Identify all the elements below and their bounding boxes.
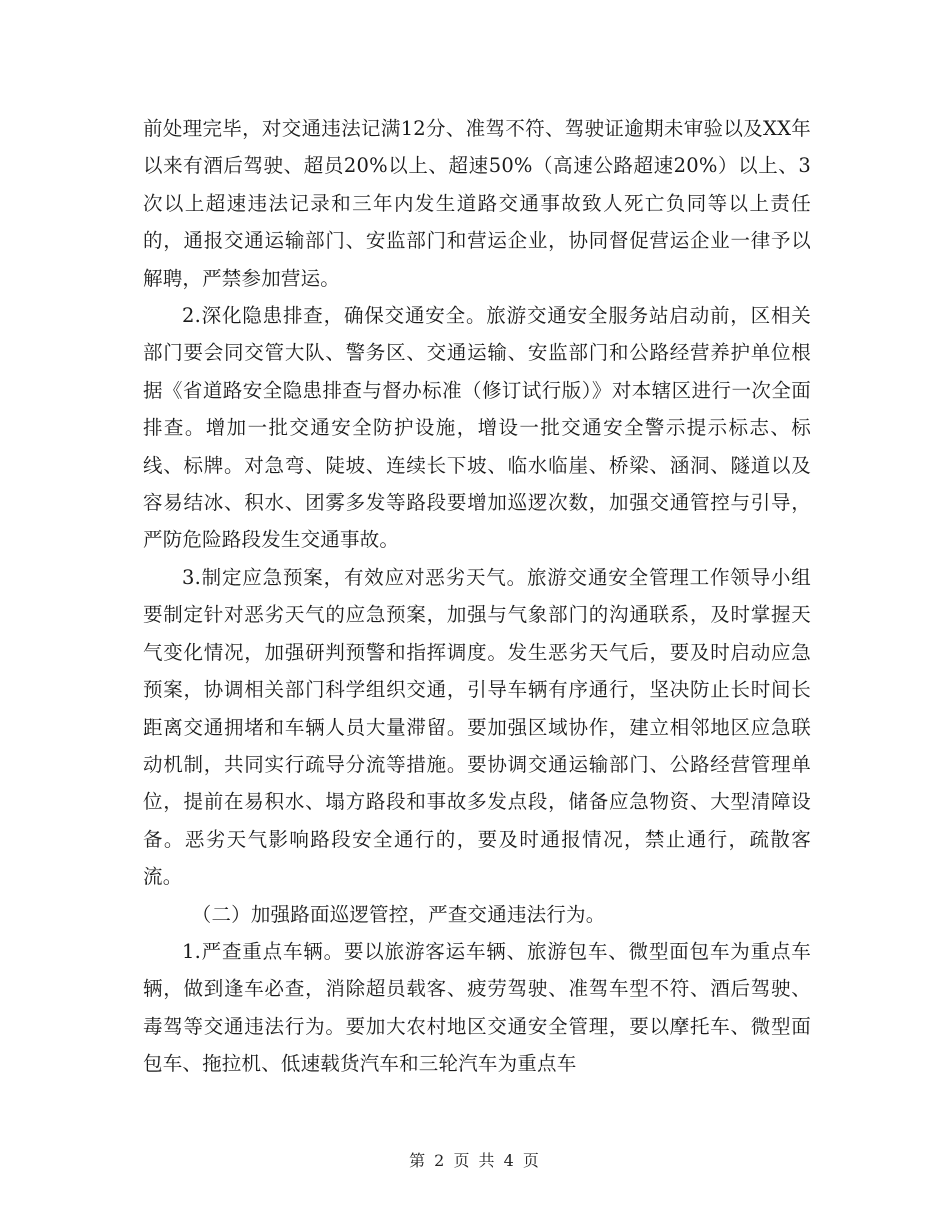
section-heading-2: （二）加强路面巡逻管控，严查交通违法行为。	[191, 902, 606, 926]
paragraph-continuation: 前处理完毕，对交通违法记满12分、准驾不符、驾驶证逾期未审验以及XX年以来有酒后驾驶、超员20%以上、超速50%（高速公路超速20%）以上、3次以上超速违法记录和三年内发生道路交通事故致人死亡负同等以上责任的，通报交通运输部门、安监部门和营运企业，协同督促营运企业一律予以解聘，严禁参加营运。	[143, 117, 811, 290]
paragraph-sub-1: 1.严查重点车辆。要以旅游客运车辆、旅游包车、微型面包车为重点车辆，做到逢车必查，消除超员载客、疲劳驾驶、准驾车型不符、酒后驾驶、毒驾等交通违法行为。要加大农村地区交通安全管理，要以摩托车、微型面包车、拖拉机、低速载货汽车和三轮汽车为重点车	[143, 939, 811, 1076]
document-body	[143, 110, 811, 1083]
paragraph-item-2: 2.深化隐患排查，确保交通安全。旅游交通安全服务站启动前，区相关部门要会同交管大队、警务区、交通运输、安监部门和公路经营养护单位根据《省道路安全隐患排查与督办标准（修订试行版）》对本辖区进行一次全面排查。增加一批交通安全防护设施，增设一批交通安全警示提示标志、标线、标牌。对急弯、陡坡、连续长下坡、临水临崖、桥梁、涵洞、隧道以及容易结冰、积水、团雾多发等路段要增加巡逻次数，加强交通管控与引导，严防危险路段发生交通事故。	[143, 304, 811, 552]
page-footer: 第 2 页 共 4 页	[409, 1151, 541, 1170]
paragraph-item-3: 3.制定应急预案，有效应对恶劣天气。旅游交通安全管理工作领导小组要制定针对恶劣天气的应急预案，加强与气象部门的沟通联系，及时掌握天气变化情况，加强研判预警和指挥调度。发生恶劣天气后，要及时启动应急预案，协调相关部门科学组织交通，引导车辆有序通行，坚决防止长时间长距离交通拥堵和车辆人员大量滞留。要加强区域协作，建立相邻地区应急联动机制，共同实行疏导分流等措施。要协调交通运输部门、公路经营管理单位，提前在易积水、塌方路段和事故多发点段，储备应急物资、大型清障设备。恶劣天气影响路段安全通行的，要及时通报情况，禁止通行，疏散客流。	[143, 565, 811, 889]
